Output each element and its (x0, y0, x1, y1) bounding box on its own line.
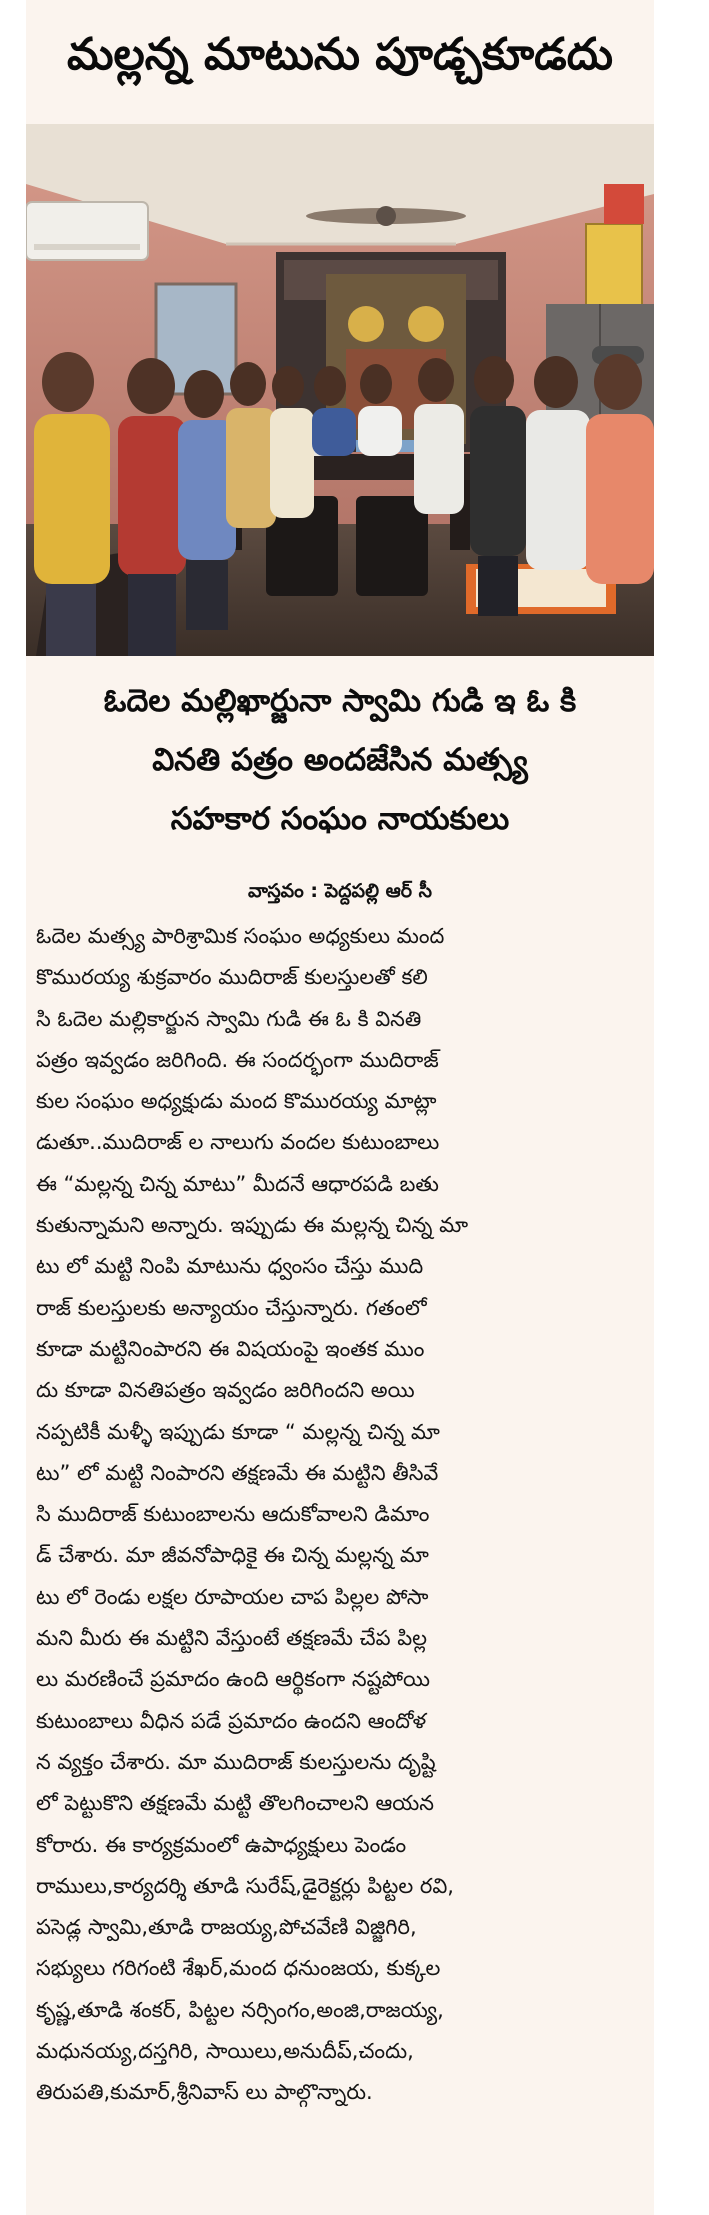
body-line: పసెడ్ల స్వామి,తూడి రాజయ్య,పోచవేణి విజ్జిగిరి, (36, 1915, 417, 1940)
body-line: ఓదెల మత్స్య పారిశ్రామిక సంఘం అధ్యకులు మంద (36, 924, 445, 948)
body-line: టు లో రెండు లక్షల రూపాయల చాప పిల్లల పోసా (36, 1584, 429, 1609)
body-line: పత్రం ఇవ్వడం జరిగింది. ఈ సందర్భంగా ముదిరాజ్ (36, 1047, 439, 1072)
sub-headline-line: ఓదెల మల్లిఖార్జునా స్వామి గుడి ఇ ఓ కి (103, 683, 577, 719)
body-line: కోరారు. ఈ కార్యక్రమంలో ఉపాధ్యక్షులు పెండం (36, 1832, 407, 1857)
body-line: డుతూ..ముదిరాజ్ ల నాలుగు వందల కుటుంబాలు (36, 1130, 440, 1155)
body-line: కూడా మట్టినింపారని ఈ విషయంపై ఇంతక ముం (36, 1336, 425, 1361)
body-line: సి ముదిరాజ్ కుటుంబాలను ఆదుకోవాలని డిమాం (36, 1502, 430, 1527)
body-line: ఈ “మల్లన్న చిన్న మాటు” మీదనే ఆధారపడి బతు (36, 1171, 439, 1196)
article-body (36, 916, 646, 2114)
sub-headline (26, 672, 654, 849)
body-line: న వ్యక్తం చేశారు. మా ముదిరాజ్ కులస్తులను దృష్టి (36, 1749, 436, 1774)
body-line: కొమురయ్య శుక్రవారం ముదిరాజ్ కులస్తులతో కలి (36, 965, 428, 990)
body-line: మధునయ్య,దస్తగిరి, సాయిలు,అనుదీప్,చందు, (36, 2039, 414, 2064)
body-line: డ్ చేశారు. మా జీవనోపాధికై ఈ చిన్న మల్లన్న మా (36, 1543, 429, 1568)
sub-headline-line: సహకార సంఘం నాయకులు (170, 801, 510, 837)
headline: మల్లన్న మాటును పూడ్చకూడదు (66, 29, 614, 80)
body-line: దు కూడా వినతిపత్రం ఇవ్వడం జరిగిందని అయి (36, 1378, 415, 1403)
newspaper-clipping (26, 0, 654, 2215)
body-line: టు లో మట్టి నింపి మాటును ధ్వంసం చేస్తు ముది (36, 1254, 424, 1279)
body-line: తిరుపతి,కుమార్,శ్రీనివాస్ లు పాల్గొన్నారు. (36, 2080, 373, 2105)
body-line: నప్పటికీ మళ్ళీ ఇప్పుడు కూడా “ మల్లన్న చిన్న మా (36, 1419, 440, 1444)
body-line: కుల సంఘం అధ్యక్షుడు మంద కొమురయ్య మాట్లా (36, 1089, 437, 1114)
body-line: రాములు,కార్యదర్శి తూడి సురేష్,డైరెక్టర్లు పిట్టల రవి, (36, 1873, 454, 1898)
body-line: లు మరణించే ప్రమాదం ఉంది ఆర్థికంగా నష్టపోయి (36, 1667, 431, 1692)
body-line: కుతున్నామని అన్నారు. ఇప్పుడు ఈ మల్లన్న చిన్న మా (36, 1213, 469, 1238)
body-line: సి ఓదెల మల్లికార్జున స్వామి గుడి ఈ ఓ కి వినతి (36, 1006, 422, 1031)
body-line: కుటుంబాలు వీధిన పడే ప్రమాదం ఉందని ఆందోళ (36, 1708, 427, 1733)
body-line: రాజ్ కులస్తులకు అన్యాయం చేస్తున్నారు. గతంలో (36, 1295, 427, 1320)
dateline: వాస్తవం : పెద్దపల్లి ఆర్ సీ (248, 880, 432, 902)
body-line: కృష్ణ,తూడి శంకర్, పిట్టల నర్సింగం,అంజి,రాజయ్య, (36, 1997, 444, 2022)
body-line: లో పెట్టుకొని తక్షణమే మట్టి తొలగించాలని ఆయన (36, 1791, 434, 1816)
news-photo (26, 124, 654, 656)
body-line: టు” లో మట్టి నింపారని తక్షణమే ఈ మట్టిని తీసివే (36, 1460, 439, 1485)
sub-headline-line: వినతి పత్రం అందజేసిన మత్స్య (152, 742, 528, 778)
body-line: మని మీరు ఈ మట్టిని వేస్తుంటే తక్షణమే చేప పిల్ల (36, 1626, 428, 1651)
group-photo-illustration (26, 124, 654, 656)
body-line: సభ్యులు గరిగంటి శేఖర్,మంద ధనుంజయ, కుక్కల (36, 1956, 441, 1981)
